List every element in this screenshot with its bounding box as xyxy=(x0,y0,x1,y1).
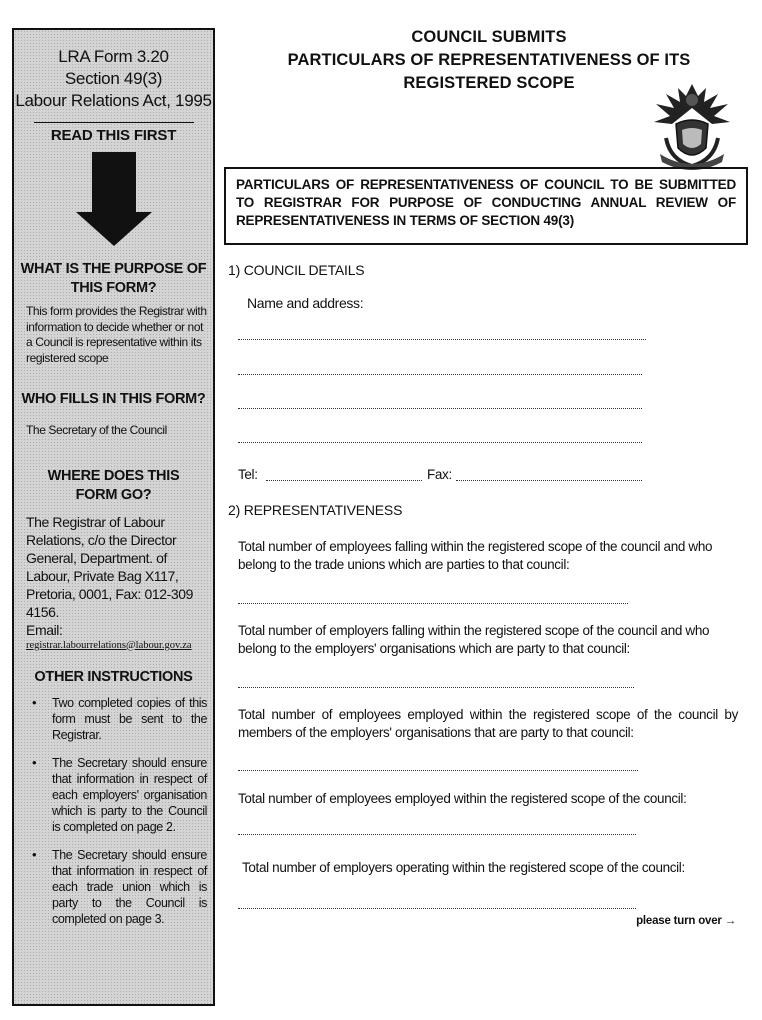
form-section: Section 49(3) xyxy=(64,69,163,88)
tel-label: Tel: xyxy=(238,467,258,482)
title-line: PARTICULARS OF REPRESENTATIVENESS OF ITS xyxy=(287,51,691,69)
title-line: REGISTERED SCOPE xyxy=(403,74,575,92)
purpose-heading: WHAT IS THE PURPOSE OF THIS FORM? xyxy=(20,261,207,296)
form-act: Labour Relations Act, 1995 xyxy=(15,91,212,110)
down-arrow-icon xyxy=(74,152,154,246)
instructions-list xyxy=(14,695,213,927)
question-employees-total: Total number of employees employed within the registered scope of the council: xyxy=(238,791,687,806)
name-address-field[interactable] xyxy=(238,442,642,443)
question-employers-total: Total number of employers operating within the registered scope of the council: xyxy=(242,860,685,875)
who-text: The Secretary of the Council xyxy=(26,423,167,437)
please-turn-over-note: please turn over → xyxy=(636,915,736,927)
question-employees-by-members: Total number of employees employed within the registered scope of the council by members of the employers' organisations that are party to that council: xyxy=(238,707,738,740)
answer-employees-unions-field[interactable] xyxy=(238,603,628,604)
coat-of-arms-icon xyxy=(646,78,738,170)
name-address-label: Name and address: xyxy=(247,295,364,311)
title-line: COUNCIL SUBMITS xyxy=(411,28,567,46)
list-item: • The Secretary should ensure that information in respect of each trade union which is party to the Council is completed on page 3. xyxy=(32,846,207,926)
where-text: The Registrar of Labour Relations, c/o the Director General, Department. of Labour, Private Bag X117, Pretoria, 0001, Fax: 012-309 4156. xyxy=(26,513,194,620)
other-instructions-heading: OTHER INSTRUCTIONS xyxy=(34,668,193,685)
answer-employees-by-members-field[interactable] xyxy=(238,770,638,771)
name-address-field[interactable] xyxy=(238,374,642,375)
fax-label: Fax: xyxy=(427,467,452,482)
list-item: • The Secretary should ensure that information in respect of each employers' organisation which is party to the Council is completed on page 2. xyxy=(32,754,207,834)
instructions-sidebar xyxy=(12,28,215,1006)
section2-heading: 2) REPRESENTATIVENESS xyxy=(228,502,403,518)
sidebar-divider xyxy=(34,122,194,123)
fax-field[interactable] xyxy=(456,480,642,481)
list-item: • Two completed copies of this form must be sent to the Registrar. xyxy=(32,694,207,742)
intro-notice: PARTICULARS OF REPRESENTATIVENESS OF COUNCIL TO BE SUBMITTED TO REGISTRAR FOR PURPOSE OF CONDUCTING ANNUAL REVIEW OF REPRESENTATIVENESS IN TERMS OF SECTION 49(3) xyxy=(224,167,748,245)
question-employees-unions: Total number of employees falling within the registered scope of the council and who belong to the trade unions which are parties to that council: xyxy=(238,539,713,572)
read-first-label: READ THIS FIRST xyxy=(50,127,177,144)
form-id-block xyxy=(14,46,213,112)
answer-employees-total-field[interactable] xyxy=(238,834,636,835)
section1-heading: 1) COUNCIL DETAILS xyxy=(228,262,365,278)
who-heading: WHO FILLS IN THIS FORM? xyxy=(21,391,206,407)
email-link[interactable]: registrar.labourrelations@labour.gov.za xyxy=(26,639,192,651)
where-heading: WHERE DOES THIS FORM GO? xyxy=(47,467,180,503)
purpose-text: This form provides the Registrar with information to decide whether or not a Council is representative within its registered scope xyxy=(26,304,207,365)
email-label: Email: xyxy=(26,621,63,638)
form-number: LRA Form 3.20 xyxy=(58,47,169,66)
name-address-field[interactable] xyxy=(238,408,642,409)
name-address-field[interactable] xyxy=(238,339,646,340)
answer-employers-total-field[interactable] xyxy=(238,908,636,909)
answer-employers-orgs-field[interactable] xyxy=(238,687,634,688)
question-employers-orgs: Total number of employers falling within the registered scope of the council and who belong to the employers' organisations which are party to that council: xyxy=(238,623,710,656)
tel-field[interactable] xyxy=(266,480,422,481)
